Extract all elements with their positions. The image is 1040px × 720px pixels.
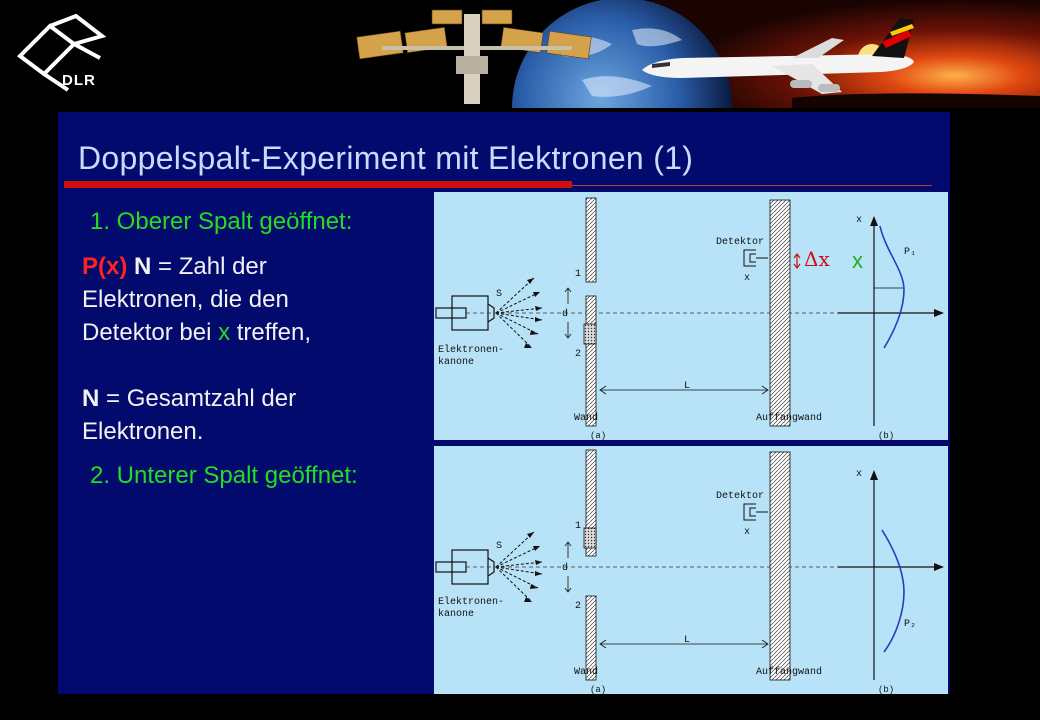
- screen: [770, 200, 790, 426]
- svg-text:1: 1: [575, 269, 582, 280]
- svg-text:Auffangwand: Auffangwand: [756, 667, 823, 678]
- text-line-2: Elektronen, die den: [82, 286, 289, 313]
- svg-text:x: x: [856, 215, 863, 226]
- text-line-1: P(x) N = Zahl der: [82, 253, 267, 280]
- wall-lower: [586, 296, 596, 426]
- slide: [58, 112, 950, 694]
- svg-text:Detektor: Detektor: [716, 491, 765, 502]
- svg-text:S: S: [496, 541, 503, 552]
- detector-icon: [744, 504, 768, 520]
- svg-text:x: x: [744, 273, 751, 284]
- svg-text:P₂: P₂: [904, 619, 917, 630]
- probability-curve-p1: [880, 226, 904, 348]
- svg-text:Auffangwand: Auffangwand: [756, 413, 823, 424]
- svg-text:2: 2: [575, 349, 582, 360]
- svg-text:Detektor: Detektor: [716, 237, 765, 248]
- wall-upper: [586, 198, 596, 282]
- probability-curve-p2: [882, 530, 904, 652]
- title-underline: [64, 181, 932, 189]
- svg-text:x: x: [856, 469, 863, 480]
- svg-text:d: d: [562, 309, 569, 320]
- svg-text:Wand: Wand: [574, 413, 599, 424]
- heading-upper-slit: 1. Oberer Spalt geöffnet:: [90, 208, 353, 235]
- slit-cover: [584, 528, 596, 548]
- svg-text:x: x: [744, 527, 751, 538]
- svg-text:d: d: [562, 563, 569, 574]
- x-symbol: x: [218, 319, 231, 346]
- px-symbol: P(x): [82, 253, 128, 280]
- svg-text:L: L: [684, 381, 691, 392]
- detector-icon: [744, 250, 768, 266]
- svg-text:L: L: [684, 635, 691, 646]
- svg-text:kanone: kanone: [438, 609, 475, 620]
- n-symbol-2: N: [82, 385, 100, 412]
- svg-text:Wand: Wand: [574, 667, 599, 678]
- svg-text:(b): (b): [878, 431, 895, 440]
- banner-image: [352, 0, 1040, 108]
- explanation-text: [82, 250, 442, 448]
- x-label-green: x: [852, 248, 863, 273]
- svg-text:(b): (b): [878, 685, 895, 694]
- electron-gun-icon: [436, 296, 494, 330]
- svg-text:2: 2: [575, 601, 582, 612]
- n-symbol: N: [134, 253, 152, 280]
- svg-text:Elektronen-: Elektronen-: [438, 597, 505, 608]
- text-line-3: Detektor bei x treffen,: [82, 319, 312, 346]
- diagram-upper-slit: [434, 192, 948, 440]
- heading-lower-slit: 2. Unterer Spalt geöffnet:: [90, 462, 358, 489]
- text-line-5: Elektronen.: [82, 418, 204, 445]
- svg-text:(a): (a): [590, 685, 607, 694]
- electron-gun-icon: [436, 550, 494, 584]
- screen: [770, 452, 790, 680]
- text-line-4: N = Gesamtzahl der: [82, 385, 297, 412]
- svg-text:Elektronen-: Elektronen-: [438, 345, 505, 356]
- svg-text:S: S: [496, 289, 503, 300]
- slit-cover: [584, 324, 596, 344]
- slide-title: Doppelspalt-Experiment mit Elektronen (1): [78, 140, 694, 176]
- header-banner: [0, 0, 1040, 108]
- svg-text:kanone: kanone: [438, 357, 475, 368]
- delta-x-label: Δx: [804, 247, 830, 271]
- logo-text: DLR: [62, 72, 96, 89]
- svg-text:P₁: P₁: [904, 247, 917, 258]
- diagram-lower-slit: [434, 446, 948, 694]
- svg-text:(a): (a): [590, 431, 607, 440]
- svg-text:1: 1: [575, 521, 582, 532]
